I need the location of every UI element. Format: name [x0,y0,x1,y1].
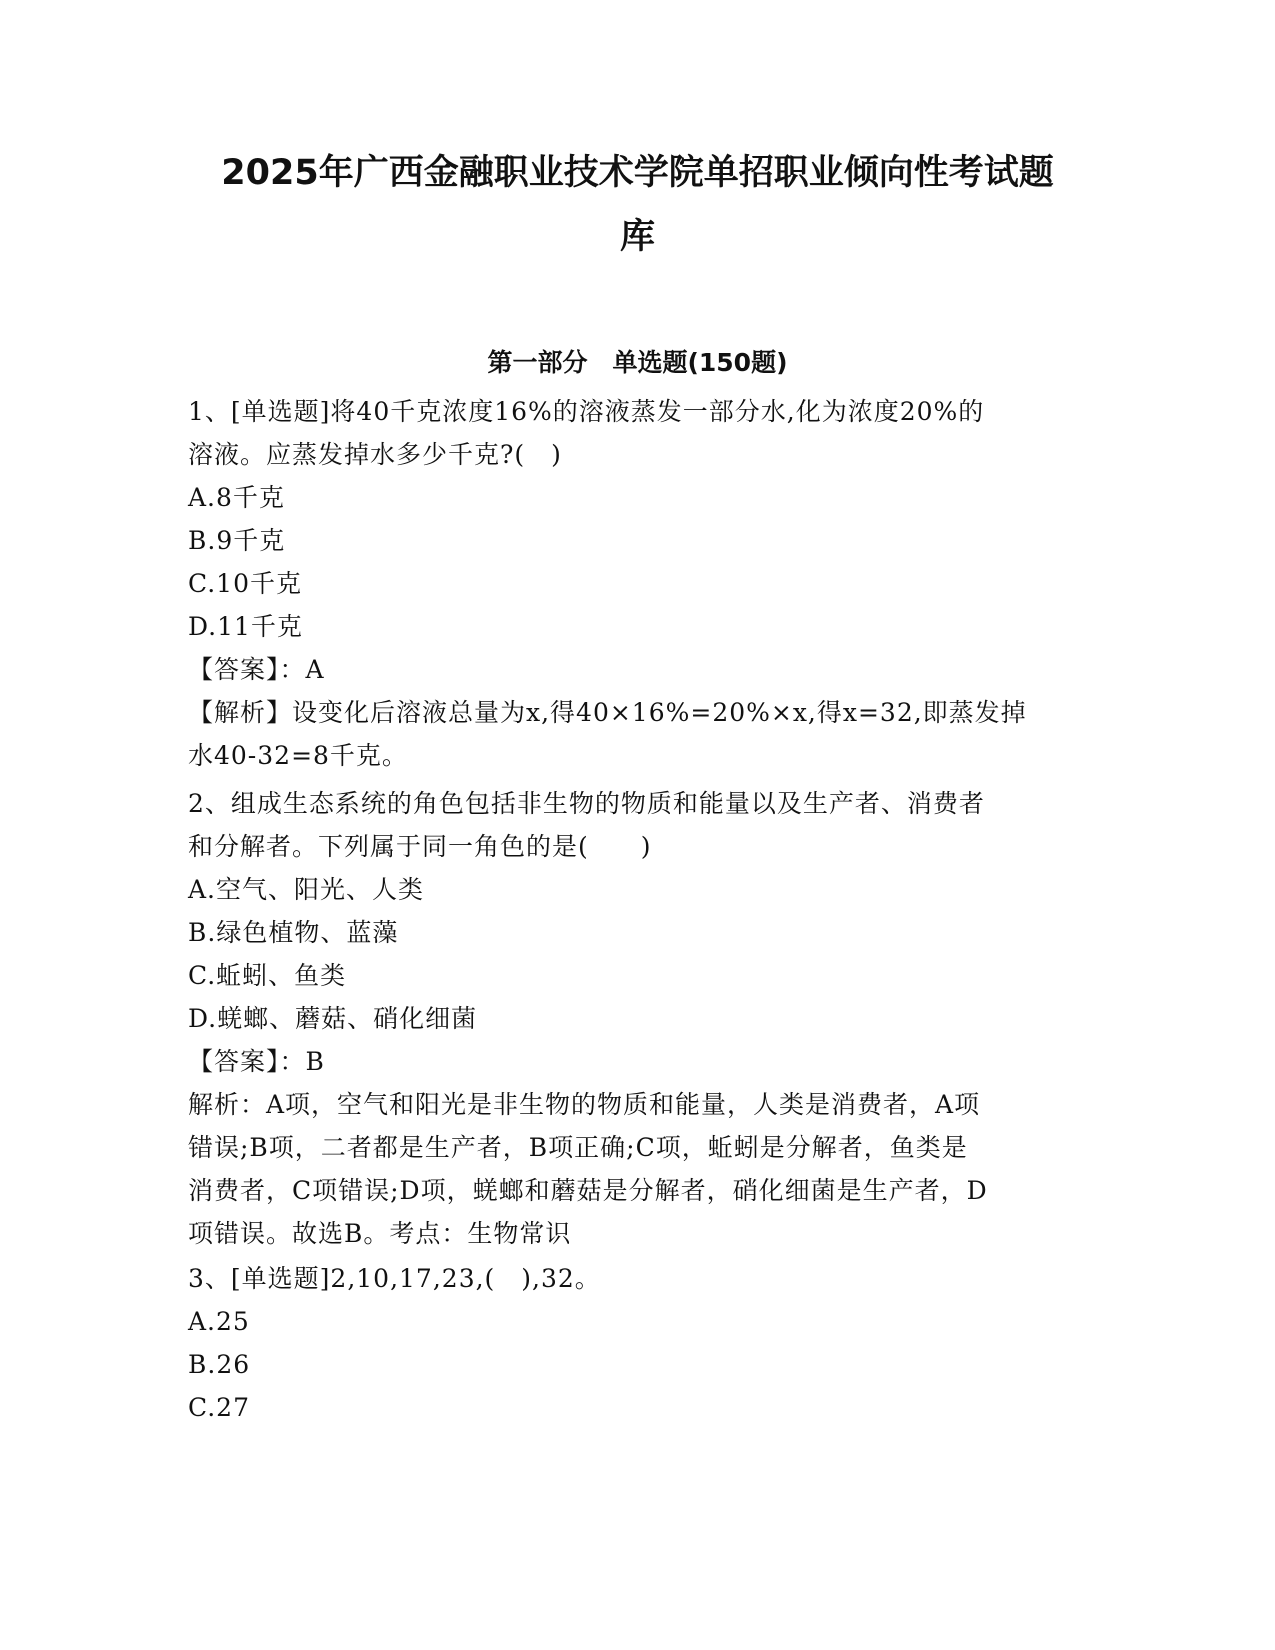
analysis-line: 【解析】设变化后溶液总量为x,得40×16%=20%×x,得x=32,即蒸发掉 [188,698,1027,727]
option-c: C.蚯蚓、鱼类 [188,961,347,990]
option-b: B.绿色植物、蓝藻 [188,918,399,947]
option-d: D.蜣螂、蘑菇、硝化细菌 [188,1004,478,1033]
section-heading: 第一部分 单选题(150题) [487,348,788,377]
analysis-line: 水40-32=8千克。 [188,741,408,770]
option-a: A.25 [188,1307,250,1336]
answer: 【答案】：B [188,1047,325,1076]
question-stem: 溶液。应蒸发掉水多少千克?( ) [188,440,562,469]
document-title-line-1: 2025年广西金融职业技术学院单招职业倾向性考试题 [221,153,1054,193]
option-a: A.8千克 [188,483,285,512]
option-b: B.9千克 [188,526,286,555]
question-stem: 3、[单选题]2,10,17,23,( ),32。 [188,1264,601,1293]
question-3 [188,1257,1088,1429]
question-stem: 2、组成生态系统的角色包括非生物的物质和能量以及生产者、消费者 [188,789,985,818]
option-b: B.26 [188,1350,251,1379]
document-title [150,145,1125,265]
option-a: A.空气、阳光、人类 [188,875,425,904]
option-c: C.10千克 [188,569,302,598]
question-2 [188,782,1088,1255]
option-c: C.27 [188,1393,250,1422]
option-d: D.11千克 [188,612,303,641]
document-title-line-2: 库 [619,217,655,257]
answer: 【答案】：A [188,655,325,684]
question-1 [188,390,1088,777]
analysis-line: 项错误。故选B。考点：生物常识 [188,1219,572,1248]
analysis-line: 消费者，C项错误;D项，蜣螂和蘑菇是分解者，硝化细菌是生产者，D [188,1176,988,1205]
question-stem: 和分解者。下列属于同一角色的是( ) [188,832,652,861]
analysis-line: 错误;B项，二者都是生产者，B项正确;C项，蚯蚓是分解者，鱼类是 [188,1133,968,1162]
question-stem: 1、[单选题]将40千克浓度16%的溶液蒸发一部分水,化为浓度20%的 [188,397,985,426]
analysis-line: 解析：A项，空气和阳光是非生物的物质和能量，人类是消费者，A项 [188,1090,981,1119]
